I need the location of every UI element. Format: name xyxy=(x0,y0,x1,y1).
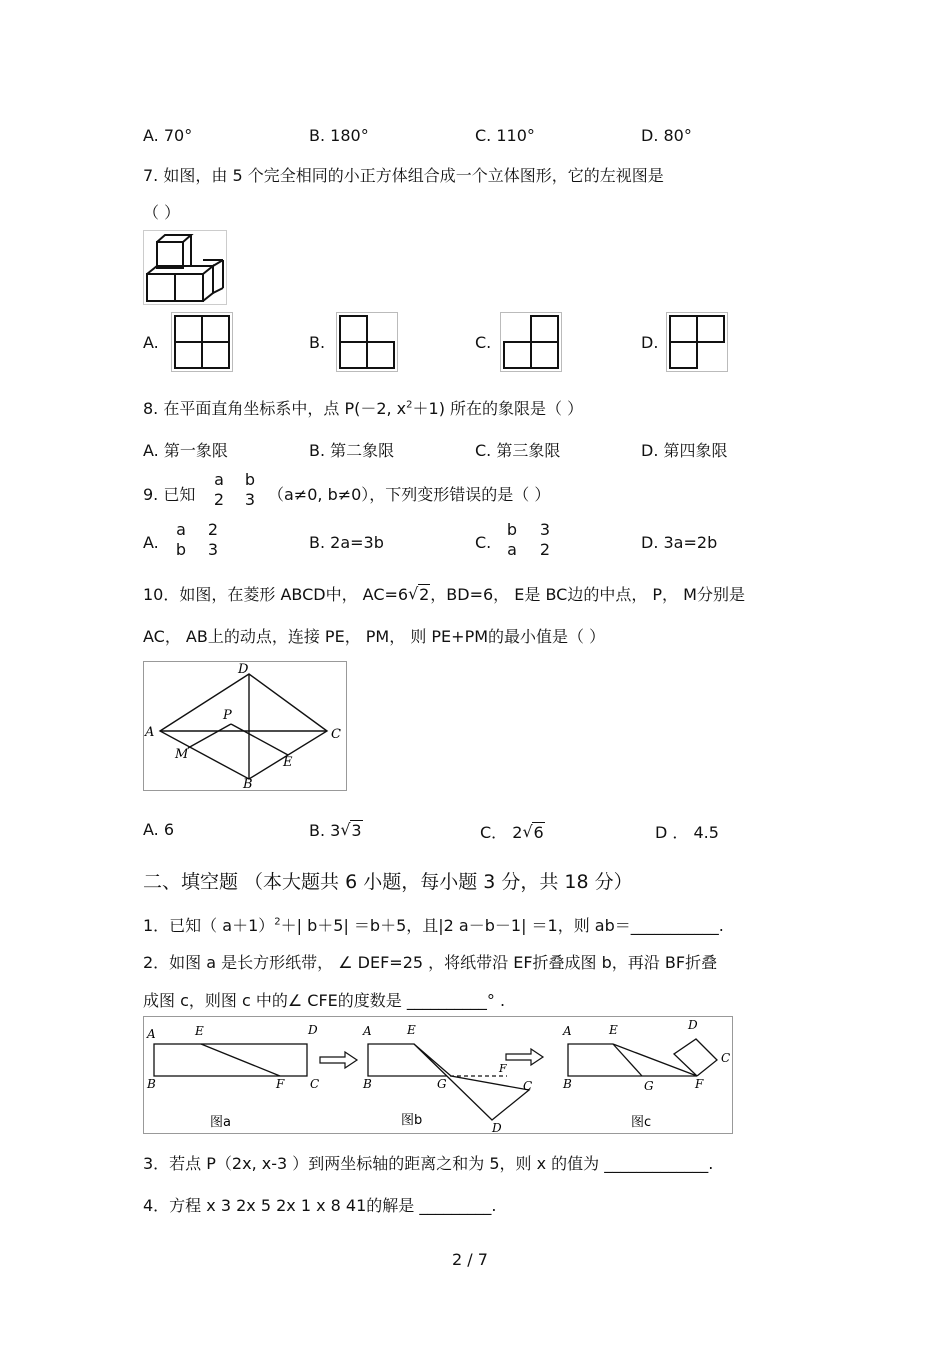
q10-label-p: P xyxy=(223,708,232,723)
fig-a-label-f: F xyxy=(276,1077,285,1091)
q10-optB-sqrt: √ 3 xyxy=(340,820,362,840)
q9-frac-b-den: 3 xyxy=(244,490,256,509)
fig-c-caption: 图c xyxy=(631,1115,652,1130)
q10-option-a: A. 6 xyxy=(143,820,175,839)
q10-option-d: D ． 4.5 xyxy=(655,823,719,842)
q10-line1-post: ，BD=6， E是 BC边的中点， P， M分别是 xyxy=(430,585,745,604)
fig-a-label-b: B xyxy=(147,1077,156,1091)
q10-optB-sqrt-value: 3 xyxy=(351,821,362,840)
fig-c-label-a: A xyxy=(563,1024,572,1038)
q10-sqrt-value: 2 xyxy=(419,585,430,604)
q7-stem: 7. 如图，由 5 个完全相同的小正方体组合成一个立体图形，它的左视图是 xyxy=(143,166,664,185)
fig-b-label-a: A xyxy=(363,1024,372,1038)
q7-option-a-figure xyxy=(171,312,233,372)
fig-b-label-b: B xyxy=(363,1077,372,1091)
q10-line2: AC， AB上的动点，连接 PE， PM， 则 PE+PM的最小值是（ ） xyxy=(143,627,606,646)
q9-option-c-frac1 xyxy=(505,522,519,558)
fig-a-label-e: E xyxy=(195,1024,204,1038)
q9-frac-a-num: a xyxy=(214,470,224,489)
section-2-title: 二、填空题 （本大题共 6 小题，每小题 3 分，共 18 分） xyxy=(143,871,633,893)
q10-optC-sqrt: √ 6 xyxy=(522,822,544,842)
q9-optC-f2-num: 3 xyxy=(539,520,551,539)
q8-option-b: B. 第二象限 xyxy=(309,441,395,460)
q7-option-a-label: A. xyxy=(143,333,159,352)
q10-line1 xyxy=(143,582,745,605)
q9-fraction-a-over-2 xyxy=(212,472,226,508)
q10-rhombus-figure xyxy=(143,661,347,791)
q7-cube-figure xyxy=(143,230,227,305)
q10-optB-pre: B. 3 xyxy=(309,821,341,840)
page-number: 2 / 7 xyxy=(452,1250,488,1269)
fig-c-label-c: C xyxy=(721,1051,731,1065)
q8-option-d: D. 第四象限 xyxy=(641,441,728,460)
q9-option-c-frac2 xyxy=(538,522,552,558)
q6-option-b: B. 180° xyxy=(309,126,369,145)
q9-option-c-label: C. xyxy=(475,533,492,552)
q9-option-a-label: A. xyxy=(143,533,159,552)
fill-1 xyxy=(143,913,724,936)
q8-stem xyxy=(143,396,583,419)
q10-label-m: M xyxy=(175,747,189,762)
q6-option-c: C. 110° xyxy=(475,126,535,145)
q9-stem-pre: 9. 已知 xyxy=(143,485,196,504)
q10-option-b xyxy=(309,820,363,840)
fig-c-label-d: D xyxy=(688,1018,698,1032)
q7-option-c-label: C. xyxy=(475,333,492,352)
q10-label-a: A xyxy=(145,725,155,740)
q8-stem-pre: 8. 在平面直角坐标系中，点 P(－2, x xyxy=(143,399,407,418)
q9-option-d: D. 3a=2b xyxy=(641,533,718,552)
q6-option-a: A. 70° xyxy=(143,126,193,145)
q9-option-a-frac2 xyxy=(206,522,220,558)
q9-frac-b-num: b xyxy=(244,470,256,489)
q10-optC-sqrt-value: 6 xyxy=(533,823,544,842)
q9-optA-f2-den: 3 xyxy=(207,540,219,559)
fig-b-label-e: E xyxy=(407,1023,416,1037)
fig-a-label-c: C xyxy=(310,1077,320,1091)
q8-stem-post: ＋1) 所在的象限是（ ） xyxy=(412,399,584,418)
q10-optC-pre: C． 2 xyxy=(480,823,523,842)
q9-fraction-b-over-3 xyxy=(243,472,257,508)
q7-option-c-figure xyxy=(500,312,562,372)
fill-1-pre: 1．已知（ a＋1） xyxy=(143,916,275,935)
q9-optC-f2-den: 2 xyxy=(539,540,551,559)
q9-stem-post: （a≠0, b≠0），下列变形错误的是（ ） xyxy=(268,485,551,504)
fig-c-label-e: E xyxy=(609,1023,618,1037)
q7-option-b-label: B. xyxy=(309,333,326,352)
fig-b-label-g: G xyxy=(437,1077,447,1091)
q8-superscript: 2 xyxy=(406,399,413,411)
q10-label-c: C xyxy=(331,727,341,742)
q10-line1-pre: 10．如图，在菱形 ABCD中， AC=6 xyxy=(143,585,409,604)
q9-optA-f1-num: a xyxy=(176,520,186,539)
q7-option-d-label: D. xyxy=(641,333,659,352)
q7-option-b-figure xyxy=(336,312,398,372)
fill-2-line2: 成图 c，则图 c 中的∠ CFE的度数是 __________° . xyxy=(143,991,506,1010)
fig-c-label-b: B xyxy=(563,1077,572,1091)
q8-option-a: A. 第一象限 xyxy=(143,441,228,460)
fig-a-label-a: A xyxy=(147,1027,156,1041)
q10-label-d: D xyxy=(238,662,249,677)
q10-sqrt: √ 2 xyxy=(408,584,430,604)
fill-1-superscript: 2 xyxy=(274,916,281,928)
q8-option-c: C. 第三象限 xyxy=(475,441,561,460)
fig-b-label-f: F xyxy=(499,1062,507,1075)
fill-3: 3．若点 P（2x, x-3 ）到两坐标轴的距离之和为 5，则 x 的值为 _____________. xyxy=(143,1154,714,1173)
q6-option-d: D. 80° xyxy=(641,126,692,145)
fill-2-folding-figure xyxy=(143,1016,733,1134)
q7-option-d-figure xyxy=(666,312,728,372)
fill-4: 4．方程 x 3 2x 5 2x 1 x 8 41的解是 _________. xyxy=(143,1196,497,1215)
fig-b-label-c: C xyxy=(523,1079,533,1093)
q9-option-b: B. 2a=3b xyxy=(309,533,384,552)
fig-c-label-g: G xyxy=(644,1079,654,1093)
q7-answer-paren: （ ） xyxy=(143,203,181,222)
q10-label-e: E xyxy=(283,755,293,770)
q10-option-c xyxy=(480,820,545,843)
fill-1-post: ＋| b＋5| ＝b＋5，且|2 a－b－1| ＝1，则 ab＝___________. xyxy=(280,916,724,935)
fill-2-line1: 2．如图 a 是长方形纸带， ∠ DEF=25 ，将纸带沿 EF折叠成图 b，再沿 BF折叠 xyxy=(143,953,718,972)
q10-label-b: B xyxy=(243,777,253,791)
fig-c-label-f: F xyxy=(695,1077,704,1091)
q9-optC-f1-den: a xyxy=(507,540,517,559)
fig-b-label-d: D xyxy=(492,1121,502,1134)
fig-a-caption: 图a xyxy=(210,1115,231,1130)
q9-frac-a-den: 2 xyxy=(213,490,225,509)
q9-optA-f2-num: 2 xyxy=(207,520,219,539)
fig-b-caption: 图b xyxy=(401,1113,423,1128)
fig-a-label-d: D xyxy=(308,1023,318,1037)
q9-option-a-frac1 xyxy=(174,522,188,558)
q9-optC-f1-num: b xyxy=(506,520,518,539)
q9-optA-f1-den: b xyxy=(175,540,187,559)
